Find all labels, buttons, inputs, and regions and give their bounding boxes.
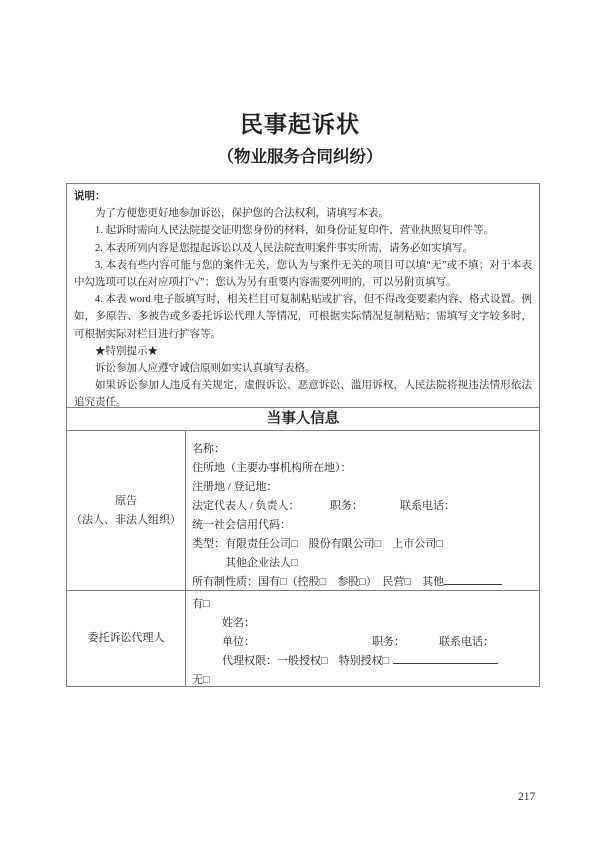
page-number: 217 bbox=[518, 791, 536, 803]
agent-name-field: 姓名： bbox=[222, 617, 255, 629]
agent-unit-line bbox=[192, 633, 535, 652]
document-title: 民事起诉状 bbox=[240, 112, 360, 137]
document-subtitle: （物业服务合同纠纷） bbox=[217, 147, 383, 166]
notes-line: 如果诉讼参加人违反有关规定，虚假诉讼、恶意诉讼、滥用诉权，人民法院将视违法情形依法追究责任。 bbox=[74, 380, 532, 409]
agent-authority-checkboxes: 代理权限：一般授权□ 特别授权□ bbox=[222, 655, 390, 667]
plaintiff-row bbox=[67, 431, 539, 591]
fill-in-blank-line bbox=[444, 574, 502, 585]
notes-heading: 说明： bbox=[74, 191, 106, 202]
plaintiff-label: 原告 bbox=[115, 494, 137, 507]
plaintiff-ownership-checkboxes: 所有制性质：国有□（控股□ 参股□） 民营□ 其他 bbox=[192, 576, 445, 588]
notes-line: 为了方便您更好地参加诉讼，保护您的合法权利，请填写本表。 bbox=[95, 208, 389, 220]
notes-line: 4. 本表 word 电子版填写时，相关栏目可复制粘贴或扩容，但不得改变要素内容、格式设置。例如，多原告、多被告或多委托诉讼代理人等情况，可根据实际情况复制粘贴；需填写文字较多时，可根据实际对栏目进行扩容等。 bbox=[74, 294, 532, 340]
plaintiff-content-cell bbox=[186, 431, 539, 590]
plaintiff-type-checkboxes: 类型：有限责任公司□ 股份有限公司□ 上市公司□ bbox=[192, 538, 443, 550]
agent-content-cell bbox=[186, 591, 539, 686]
plaintiff-credit-code-field: 统一社会信用代码： bbox=[192, 519, 291, 531]
agent-job-field: 职务： bbox=[372, 636, 405, 648]
notes-line: 1. 起诉时需向人民法院提交证明您身份的材料，如身份证复印件、营业执照复印件等。 bbox=[95, 225, 494, 237]
plaintiff-label-subtitle: （法人、非法人组织） bbox=[71, 513, 181, 526]
agent-authority-line bbox=[192, 652, 535, 671]
plaintiff-job-field: 职务： bbox=[330, 500, 363, 512]
plaintiff-domicile-field: 住所地（主要办事机构所在地）： bbox=[192, 462, 352, 474]
special-reminder-heading: ★特别提示★ bbox=[95, 345, 158, 357]
agent-unit-field: 单位： bbox=[222, 636, 255, 648]
plaintiff-label-cell bbox=[67, 431, 186, 590]
notes-line: 2. 本表所列内容是您提起诉讼以及人民法院查明案件事实所需，请务必如实填写。 bbox=[95, 242, 473, 254]
plaintiff-name-field: 名称： bbox=[192, 443, 225, 455]
agent-row bbox=[67, 591, 539, 686]
party-info-header: 当事人信息 bbox=[67, 408, 539, 431]
notes-line: 3. 本表有些内容可能与您的案件无关，您认为与案件无关的项目可以填“无”或不填；对于本表中勾选项可以在对应项打“√”；您认为另有重要内容需要列明的，可以另附页填写。 bbox=[74, 259, 532, 289]
complaint-form-table bbox=[66, 183, 540, 687]
plaintiff-phone-field: 联系电话： bbox=[400, 500, 455, 512]
fill-in-blank-line bbox=[393, 653, 498, 664]
agent-has-checkbox: 有□ bbox=[192, 598, 210, 610]
plaintiff-registered-address-field: 注册地 / 登记地： bbox=[192, 481, 278, 493]
agent-label: 委托诉讼代理人 bbox=[87, 632, 165, 644]
agent-phone-field: 联系电话： bbox=[439, 636, 494, 648]
plaintiff-legal-rep-field: 法定代表人 / 负责人： bbox=[192, 500, 300, 512]
agent-none-checkbox: 无□ bbox=[192, 674, 210, 686]
agent-label-cell bbox=[67, 591, 186, 686]
notes-section bbox=[67, 184, 539, 408]
plaintiff-type-other-checkbox: 其他企业法人□ bbox=[225, 557, 298, 569]
plaintiff-ownership-line bbox=[192, 573, 535, 592]
notes-line: 诉讼参加人应遵守诚信原则如实认真填写表格。 bbox=[95, 363, 316, 375]
plaintiff-legal-rep-line bbox=[192, 497, 535, 516]
